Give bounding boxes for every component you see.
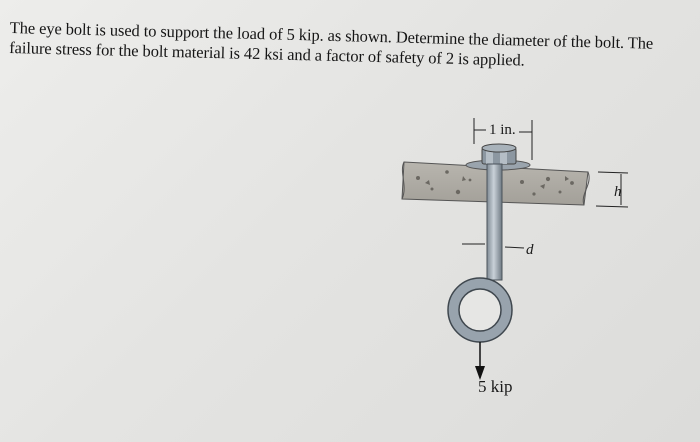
bolt-shaft (487, 164, 502, 280)
load-label: 5 kip (478, 377, 513, 396)
bolt-eye (448, 278, 512, 342)
load-arrow (475, 342, 485, 380)
width-label: 1 in. (489, 122, 516, 138)
diameter-label: d (526, 242, 534, 258)
thickness-label: h (614, 184, 622, 200)
thickness-dimension (596, 172, 628, 207)
problem-statement: The eye bolt is used to support the load of 5 kip. as shown. Determine the diameter of the bolt. The failure stress for the bolt material is 42 ksi and a factor of safety of 2 is applied. (9, 18, 654, 70)
